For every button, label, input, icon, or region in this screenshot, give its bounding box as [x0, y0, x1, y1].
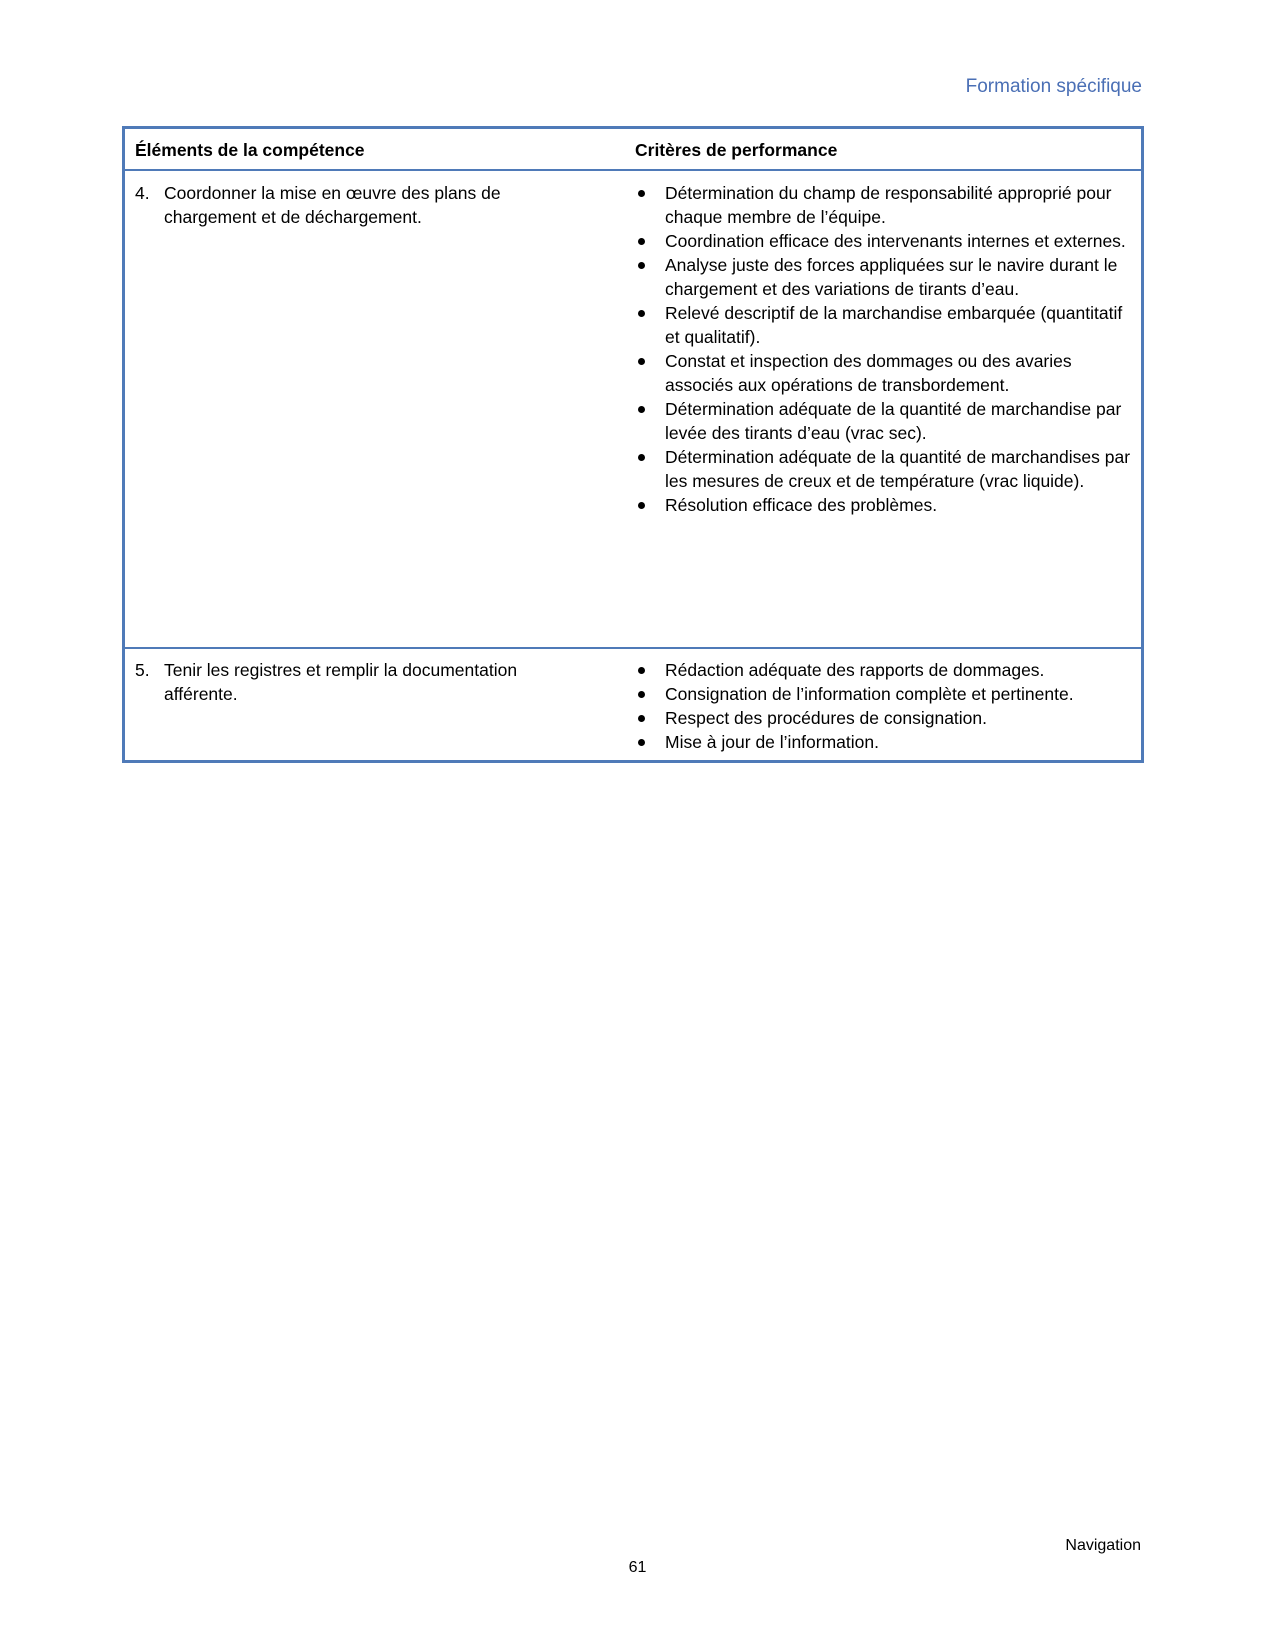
criteria-text: Détermination du champ de responsabilité approprié pour chaque membre de l’équipe. — [665, 183, 1112, 227]
bullet-icon — [635, 229, 665, 253]
column-header-criteria: Critères de performance — [635, 140, 838, 160]
criteria-text: Coordination efficace des intervenants internes et externes. — [665, 231, 1126, 251]
criteria-cell — [635, 181, 1141, 647]
criteria-item — [635, 730, 1133, 754]
criteria-item — [635, 229, 1133, 253]
table-row — [125, 171, 1141, 649]
criteria-text: Consignation de l’information complète et pertinente. — [665, 684, 1074, 704]
criteria-item — [635, 349, 1133, 397]
criteria-item — [635, 397, 1133, 445]
criteria-item — [635, 658, 1133, 682]
criteria-item — [635, 706, 1133, 730]
criteria-text: Détermination adéquate de la quantité de marchandise par levée des tirants d’eau (vrac sec). — [665, 399, 1122, 443]
bullet-icon — [635, 253, 665, 301]
element-cell — [125, 181, 635, 647]
criteria-item — [635, 253, 1133, 301]
bullet-icon — [635, 397, 665, 445]
criteria-item — [635, 493, 1133, 517]
criteria-cell — [635, 658, 1141, 754]
element-item — [135, 658, 635, 706]
criteria-text: Respect des procédures de consignation. — [665, 708, 988, 728]
criteria-item — [635, 682, 1133, 706]
bullet-icon — [635, 301, 665, 349]
element-number: 5. — [135, 660, 150, 680]
element-cell — [125, 658, 635, 754]
bullet-icon — [635, 706, 665, 730]
bullet-icon — [635, 658, 665, 682]
bullet-icon — [635, 730, 665, 754]
criteria-list — [635, 658, 1133, 754]
bullet-icon — [635, 445, 665, 493]
element-number: 4. — [135, 183, 150, 203]
bullet-icon — [635, 349, 665, 397]
criteria-text: Détermination adéquate de la quantité de marchandises par les mesures de creux et de température (vrac liquide). — [665, 447, 1131, 491]
criteria-item — [635, 301, 1133, 349]
element-item — [135, 181, 635, 229]
criteria-item — [635, 181, 1133, 229]
page-header-title: Formation spécifique — [965, 76, 1142, 97]
criteria-item — [635, 445, 1133, 493]
criteria-text: Analyse juste des forces appliquées sur le navire durant le chargement et des variations de tirants d’eau. — [665, 255, 1118, 299]
column-header-elements: Éléments de la compétence — [135, 140, 365, 160]
bullet-icon — [635, 682, 665, 706]
criteria-text: Résolution efficace des problèmes. — [665, 495, 938, 515]
criteria-text: Mise à jour de l’information. — [665, 732, 879, 752]
element-text: Tenir les registres et remplir la documentation afférente. — [164, 660, 518, 704]
table-row — [125, 649, 1141, 760]
bullet-icon — [635, 181, 665, 229]
footer-section-name: Navigation — [1065, 1537, 1141, 1554]
criteria-text: Constat et inspection des dommages ou des avaries associés aux opérations de transbordement. — [665, 351, 1072, 395]
criteria-list — [635, 181, 1133, 517]
criteria-text: Relevé descriptif de la marchandise embarquée (quantitatif et qualitatif). — [665, 303, 1123, 347]
competence-table — [122, 126, 1144, 763]
criteria-text: Rédaction adéquate des rapports de dommages. — [665, 660, 1045, 680]
page-number: 61 — [628, 1559, 647, 1576]
bullet-icon — [635, 493, 665, 517]
table-header-row — [125, 129, 1141, 171]
element-text: Coordonner la mise en œuvre des plans de chargement et de déchargement. — [164, 183, 501, 227]
